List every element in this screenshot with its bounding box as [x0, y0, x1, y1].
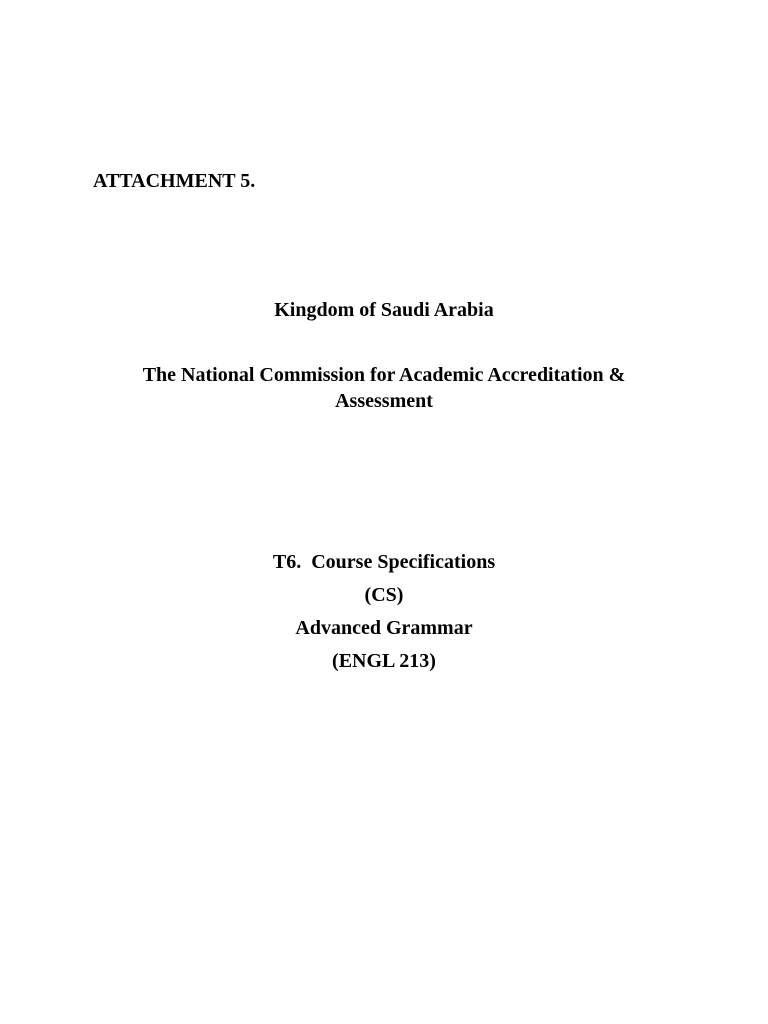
template-abbreviation: (CS)	[364, 584, 404, 606]
attachment-heading: ATTACHMENT 5.	[93, 170, 256, 192]
course-code: (ENGL 213)	[332, 650, 436, 672]
commission-heading-line-2: Assessment	[335, 390, 433, 412]
template-code: T6.	[272, 551, 302, 573]
commission-heading-line-1: The National Commission for Academic Accreditation &	[142, 364, 626, 386]
template-title	[0, 550, 768, 574]
template-title-text: Course Specifications	[311, 551, 496, 573]
country-heading: Kingdom of Saudi Arabia	[274, 299, 494, 321]
course-name: Advanced Grammar	[295, 617, 473, 639]
